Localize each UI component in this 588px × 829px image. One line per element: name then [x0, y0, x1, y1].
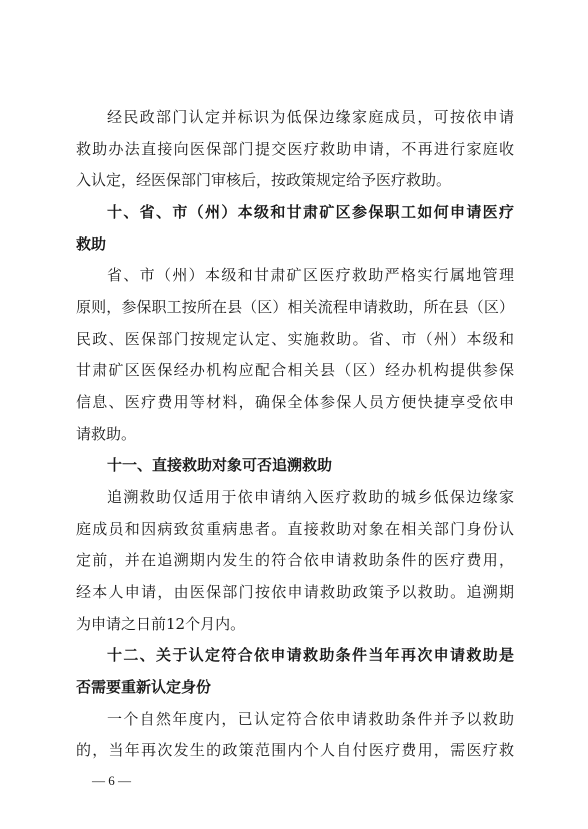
paragraph-line: 省、市（州）本级和甘肃矿区医疗救助严格实行属地管理 — [107, 266, 514, 284]
section-heading-10: 十、省、市（州）本级和甘肃矿区参保职工如何申请医疗 — [107, 203, 514, 221]
section-heading-12: 否需要重新认定身份 — [76, 678, 212, 696]
paragraph-line: 追溯救助仅适用于依申请纳入医疗救助的城乡低保边缘家 — [107, 488, 514, 506]
section-heading-10: 救助 — [76, 235, 107, 253]
page-number: — 6 — — [92, 773, 131, 788]
paragraph-line: 甘肃矿区医保经办机构应配合相关县（区）经办机构提供参保 — [76, 361, 514, 379]
paragraph-line: 信息、医疗费用等材料，确保全体参保人员方便快捷享受依申 — [76, 393, 514, 411]
paragraph-line: 的，当年再次发生的政策范围内个人自付医疗费用，需医疗救 — [76, 741, 514, 759]
paragraph-line: 定前，并在追溯期内发生的符合依申请救助条件的医疗费用， — [76, 551, 514, 569]
paragraph-line: 民政、医保部门按规定认定、实施救助。省、市（州）本级和 — [76, 330, 514, 348]
paragraph-line: 经民政部门认定并标识为低保边缘家庭成员，可按依申请 — [107, 108, 514, 126]
paragraph-line: 为申请之日前12个月内。 — [76, 615, 246, 633]
paragraph-line: 经本人申请，由医保部门按依申请救助政策予以救助。追溯期 — [76, 583, 514, 601]
paragraph-line: 原则，参保职工按所在县（区）相关流程申请救助，所在县（区） — [76, 298, 514, 316]
section-heading-12: 十二、关于认定符合依申请救助条件当年再次申请救助是 — [107, 646, 514, 664]
paragraph-line: 请救助。 — [76, 425, 137, 443]
section-heading-11: 十一、直接救助对象可否追溯救助 — [107, 456, 333, 474]
paragraph-line: 一个自然年度内，已认定符合依申请救助条件并予以救助 — [107, 710, 514, 728]
paragraph-line: 入认定，经医保部门审核后，按政策规定给予医疗救助。 — [76, 171, 452, 189]
paragraph-line: 救助办法直接向医保部门提交医疗救助申请，不再进行家庭收 — [76, 140, 514, 158]
paragraph-line: 庭成员和因病致贫重病患者。直接救助对象在相关部门身份认 — [76, 520, 514, 538]
